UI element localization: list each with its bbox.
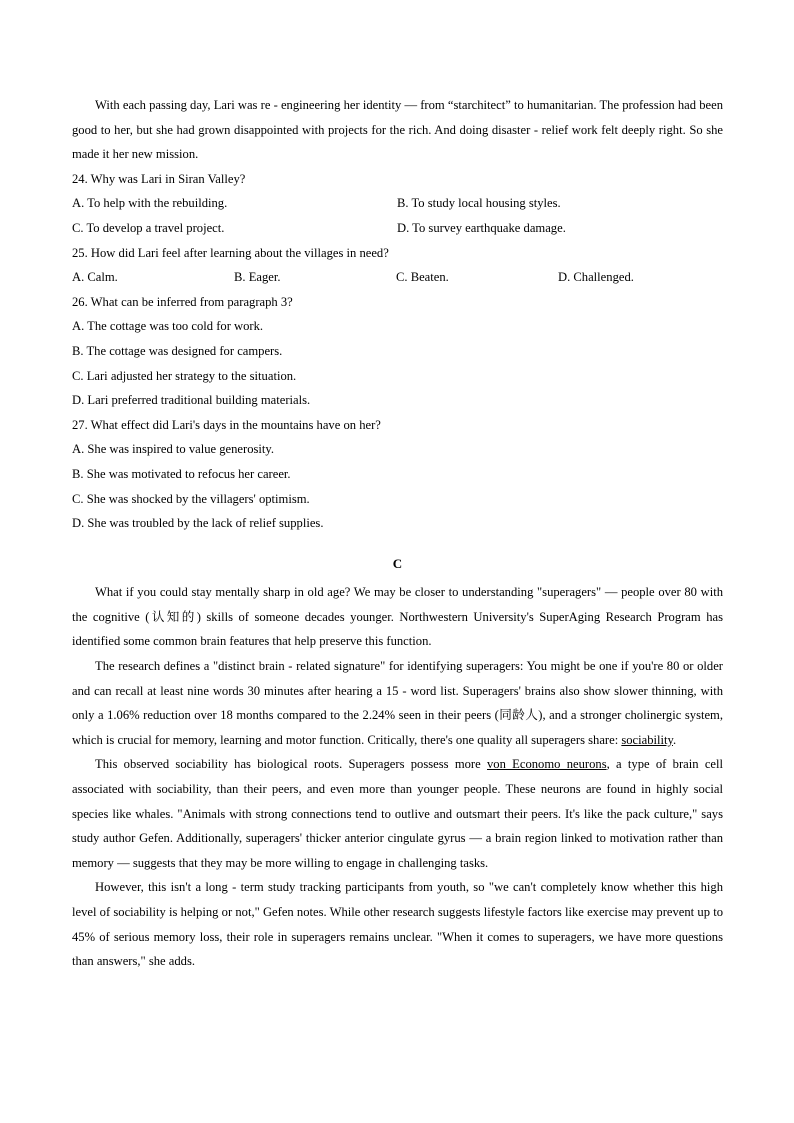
question-26 [72, 290, 723, 413]
option-b: B. To study local housing styles. [397, 196, 561, 211]
underlined-term: sociability [621, 732, 673, 747]
option-b: B. She was motivated to refocus her career. [72, 466, 291, 481]
option-d: D. To survey earthquake damage. [397, 220, 566, 235]
question-27-stem: 27. What effect did Lari's days in the mountains have on her? [72, 417, 381, 432]
option-b: B. The cottage was designed for campers. [72, 343, 283, 358]
question-25 [72, 241, 723, 290]
question-24 [72, 167, 723, 241]
underlined-term: von Economo neurons [487, 757, 607, 772]
option-c: C. She was shocked by the villagers' optimism. [72, 491, 310, 506]
option-a: A. Calm. [72, 270, 118, 285]
question-26-stem: 26. What can be inferred from paragraph 3? [72, 294, 293, 309]
option-d: D. She was troubled by the lack of relief supplies. [72, 516, 324, 531]
option-d: D. Lari preferred traditional building materials. [72, 393, 311, 408]
paragraph-text: . [673, 732, 677, 747]
question-25-options [72, 265, 723, 290]
question-24-stem: 24. Why was Lari in Siran Valley? [72, 171, 246, 186]
option-a: A. She was inspired to value generosity. [72, 442, 275, 457]
question-27 [72, 413, 723, 536]
question-25-stem: 25. How did Lari feel after learning about the villages in need? [72, 245, 389, 260]
question-24-options [72, 191, 723, 240]
option-c: C. To develop a travel project. [72, 220, 225, 235]
passage-c-paragraph-2 [72, 654, 723, 752]
option-c: C. Beaten. [396, 270, 449, 285]
passage-c-paragraph-3 [72, 752, 723, 875]
section-heading: C [392, 555, 403, 571]
paragraph-text: This observed sociability has biological roots. Superagers possess more [95, 757, 487, 772]
option-c: C. Lari adjusted her strategy to the situation. [72, 368, 297, 383]
option-b: B. Eager. [234, 270, 281, 285]
option-d: D. Challenged. [558, 270, 634, 285]
option-a: A. To help with the rebuilding. [72, 196, 228, 211]
document-page [72, 93, 723, 974]
passage-c-paragraph-4: However, this isn't a long - term study tracking participants from youth, so "we can't completely know whether this high level of sociability is helping or not," Gefen notes. While other research suggests lifestyle factors like exercise may prevent up to 45% of serious memory loss, their role in superagers remains unclear. "When it comes to superagers, we have more questions than answers," she adds. [72, 880, 723, 969]
passage-b-final-paragraph: With each passing day, Lari was re - engineering her identity — from “starchitect” to humanitarian. The profession had been good to her, but she had grown disappointed with projects for the rich. And doing disaster - relief work felt deeply right. So she made it her new mission. [72, 98, 723, 162]
passage-c-paragraph-1: What if you could stay mentally sharp in old age? We may be closer to understanding "superagers" — people over 80 with the cognitive (认知的) skills of someone decades younger. Northwestern University's SuperAging Research Program has identified some common brain features that help preserve this function. [72, 585, 723, 649]
paragraph-text: , a type of brain cell associated with sociability, than their peers, and even more than younger people. These neurons are found in highly social species like whales. "Animals with strong connections tend to outlive and outsmart their peers. It's like the pack culture," says study author Gefen. Additionally, superagers' thicker anterior cingulate gyrus — a brain region linked to motivation rather than memory — suggests that they may be more willing to engage in challenging tasks. [72, 757, 723, 870]
option-a: A. The cottage was too cold for work. [72, 319, 264, 334]
paragraph-text: The research defines a "distinct brain - related signature" for identifying superagers: You might be one if you're 80 or older and can recall at least nine words 30 minutes after hearing a 15 - word list. Superagers' brains also show slower thinning, with only a 1.06% reduction over 18 months compared to the 2.24% seen in their peers (同龄人), and a stronger cholinergic system, which is crucial for memory, learning and motor function. Critically, there's one quality all superagers share: [72, 659, 723, 747]
